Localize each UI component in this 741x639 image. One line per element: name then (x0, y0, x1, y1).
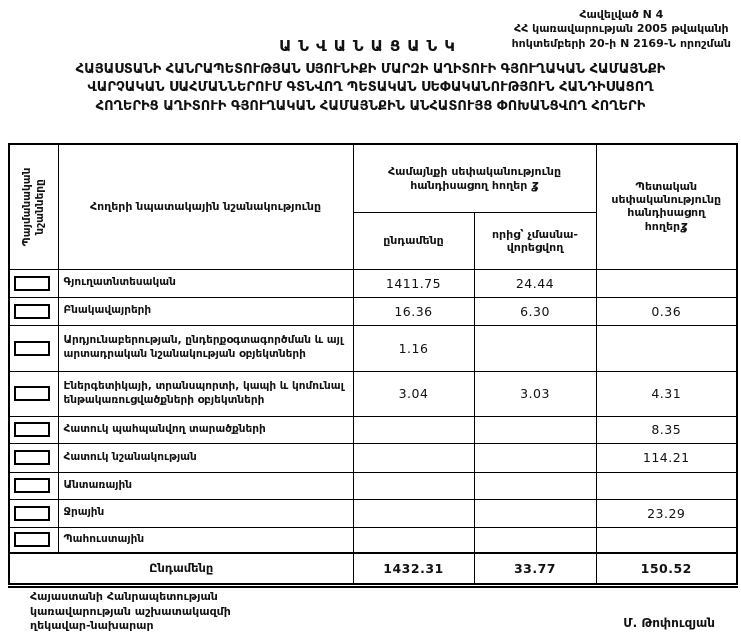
annex-line-2: ՀՀ կառավարության 2005 թվականի (514, 22, 729, 36)
table-row (9, 269, 737, 297)
annex-line-1: Հավելված N 4 (579, 8, 664, 21)
page-title: ԱՆՎԱՆԱՑԱՆԿ (279, 37, 462, 55)
value-community-total (353, 527, 474, 553)
signatory-title-block (30, 590, 231, 634)
land-category: Պահուստային (58, 527, 353, 553)
table-row (9, 527, 737, 553)
value-state (596, 472, 737, 499)
signatory-line-1: Հայաստանի Հանրապետության (30, 590, 218, 603)
value-state (596, 527, 737, 553)
subheader-of-which: որից՝ չմասնա-վորեցվող (474, 212, 596, 269)
value-of-which (474, 443, 596, 472)
land-category: Բնակավայրերի (58, 297, 353, 325)
value-of-which: 3.03 (474, 371, 596, 416)
legend-checkbox (14, 506, 50, 521)
value-state: 23.29 (596, 499, 737, 527)
land-category: Հատուկ պահպանվող տարածքների (58, 416, 353, 443)
value-of-which (474, 527, 596, 553)
total-row (9, 553, 737, 585)
legend-checkbox (14, 304, 50, 319)
table-row (9, 371, 737, 416)
value-of-which: 24.44 (474, 269, 596, 297)
footnote-mark-state: ʓ (680, 219, 688, 234)
header-symbols-label: Պայմանական նշանները (20, 167, 46, 247)
legend-checkbox (14, 276, 50, 291)
land-category: Հատուկ նշանակության (58, 443, 353, 472)
subheader-total: ընդամենը (353, 212, 474, 269)
value-community-total: 16.36 (353, 297, 474, 325)
land-category: Էներգետիկայի, տրանսպորտի, կապի և կոմունալ ենթակառուցվածքների օբյեկտների (58, 371, 353, 416)
annex-line-3: հոկտեմբերի 20-ի N 2169-Ն որոշման (511, 36, 731, 50)
value-community-total (353, 416, 474, 443)
header-state (596, 144, 737, 269)
total-community: 1432.31 (353, 553, 474, 585)
land-category: Անտառային (58, 472, 353, 499)
legend-checkbox (14, 532, 50, 547)
subtitle-line-1: ՀԱՅԱՍՏԱՆԻ ՀԱՆՐԱՊԵՏՈՒԹՅԱՆ ՍՅՈՒՆԻՔԻ ՄԱՐԶԻ ԱՂԻՏՈՒԻ ԳՅՈՒՂԱԿԱՆ ՀԱՄԱՅՆՔԻ (75, 62, 666, 77)
total-label: Ընդամենը (9, 553, 353, 585)
table-row (9, 499, 737, 527)
value-community-total (353, 472, 474, 499)
document-subtitle (0, 61, 741, 116)
value-of-which (474, 499, 596, 527)
value-community-total: 3.04 (353, 371, 474, 416)
total-of-which: 33.77 (474, 553, 596, 585)
value-of-which (474, 472, 596, 499)
header-symbols (9, 144, 58, 269)
value-of-which (474, 416, 596, 443)
subtitle-line-3: ՀՈՂԵՐԻՑ ԱՂԻՏՈՒԻ ԳՅՈՒՂԱԿԱՆ ՀԱՄԱՅՆՔԻՆ ԱՆՀԱՏՈՒՅՑ ՓՈԽԱՆՑՎՈՂ ՀՈՂԵՐԻ (95, 98, 646, 114)
table-row (9, 325, 737, 371)
table-row (9, 443, 737, 472)
value-state: 4.31 (596, 371, 737, 416)
value-community-total: 1.16 (353, 325, 474, 371)
value-state: 114.21 (596, 443, 737, 472)
legend-checkbox (14, 341, 50, 356)
legend-checkbox (14, 450, 50, 465)
value-of-which (474, 325, 596, 371)
value-state (596, 269, 737, 297)
legend-checkbox (14, 386, 50, 401)
land-category: Ջրային (58, 499, 353, 527)
land-category: Արդյունաբերության, ընդերքօգտագործման և այլ արտադրական նշանակության օբյեկտների (58, 325, 353, 371)
table-row (9, 297, 737, 325)
total-state: 150.52 (596, 553, 737, 585)
signatory-line-2: կառավարության աշխատակազմի (30, 604, 231, 618)
value-state (596, 325, 737, 371)
land-transfer-table (8, 143, 738, 588)
value-community-total (353, 443, 474, 472)
header-community-group (353, 144, 596, 212)
header-state-text: Պետական սեփականությունը հանդիսացող հողեր (611, 180, 722, 234)
value-of-which: 6.30 (474, 297, 596, 325)
signatory-name: Մ. Թոփուզյան (623, 616, 715, 630)
legend-checkbox (14, 478, 50, 493)
table-row (9, 416, 737, 443)
value-state: 0.36 (596, 297, 737, 325)
table-row (9, 472, 737, 499)
subtitle-line-2: ՎԱՐՉԱԿԱՆ ՍԱՀՄԱՆՆԵՐՈՒՄ ԳՏՆՎՈՂ ՊԵՏԱԿԱՆ ՍԵՓԱԿԱՆՈՒԹՅՈՒՆ ՀԱՆԴԻՍԱՑՈՂ (87, 80, 654, 96)
header-purpose: Հողերի նպատակային նշանակությունը (58, 144, 353, 269)
value-state: 8.35 (596, 416, 737, 443)
land-category: Գյուղատնտեսական (58, 269, 353, 297)
legend-checkbox (14, 422, 50, 437)
value-community-total (353, 499, 474, 527)
footnote-mark-community: ʓ (531, 177, 539, 192)
value-community-total: 1411.75 (353, 269, 474, 297)
signatory-line-3: ղեկավար-նախարար (30, 619, 154, 633)
header-community-text: Համայնքի սեփականությունը հանդիսացող հողեր (387, 164, 562, 192)
